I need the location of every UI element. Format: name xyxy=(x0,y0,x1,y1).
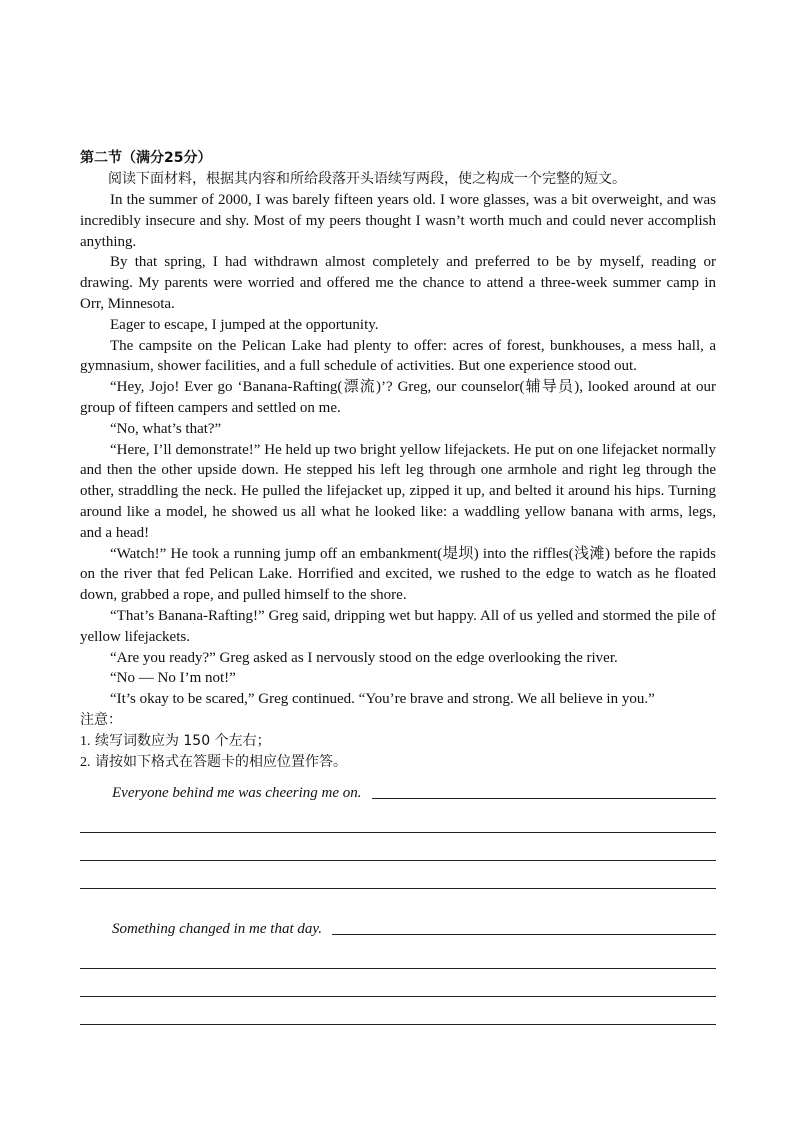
passage-paragraph: “It’s okay to be scared,” Greg continued. “You’re brave and strong. We all believe in you.” xyxy=(110,691,655,708)
answer-line[interactable] xyxy=(80,861,716,889)
answer-line[interactable] xyxy=(80,997,716,1025)
passage-paragraph: “No — No I’m not!” xyxy=(110,670,236,687)
passage-paragraph: Eager to escape, I jumped at the opportunity. xyxy=(110,316,379,333)
answer-line[interactable] xyxy=(80,833,716,861)
note-number: 2. xyxy=(80,754,91,770)
passage-paragraph: In the summer of 2000, I was barely fifteen years old. I wore glasses, was a bit overweight, and was incredibly insecure and shy. Most of my peers thought I wasn’t worth much and could never accomplish anything. xyxy=(80,192,716,250)
notes-section xyxy=(80,710,716,773)
prompt-line xyxy=(80,913,716,941)
answer-section-2 xyxy=(80,913,716,1025)
note-text: 请按如下格式在答题卡的相应位置作答。 xyxy=(94,753,347,770)
passage-paragraph: By that spring, I had withdrawn almost completely and preferred to be by myself, reading or drawing. My parents were worried and offered me the chance to attend a three-week summer camp in Orr, Minnesota. xyxy=(80,254,716,312)
prompt-text: Everyone behind me was cheering me on. xyxy=(112,784,362,801)
instruction-text: 阅读下面材料，根据其内容和所给段落开头语续写两段，使之构成一个完整的短文。 xyxy=(108,171,626,187)
passage-paragraph: “Watch!” He took a running jump off an embankment(堤坝) into the riffles(浅滩) before the rapids on the river that fed Pelican Lake. Horrified and excited, we rushed to the edge to watch as he floated down, grabbed a rope, and pulled himself to the shore. xyxy=(80,545,716,604)
note-item xyxy=(80,731,716,752)
section-heading: 第二节（满分25分） xyxy=(80,150,212,166)
answer-line[interactable] xyxy=(332,934,716,935)
answer-line[interactable] xyxy=(80,941,716,969)
notes-title: 注意： xyxy=(80,711,122,728)
note-text: 续写词数应为 150 个左右； xyxy=(94,732,271,749)
passage-paragraph: “Hey, Jojo! Ever go ‘Banana-Rafting(漂流)’? Greg, our counselor(辅导员), looked around at our group of fifteen campers and settled on me. xyxy=(80,379,716,416)
prompt-text: Something changed in me that day. xyxy=(112,920,322,937)
note-number: 1. xyxy=(80,733,91,749)
passage-paragraph: “That’s Banana-Rafting!” Greg said, dripping wet but happy. All of us yelled and stormed the pile of yellow lifejackets. xyxy=(80,607,716,645)
answer-line[interactable] xyxy=(80,805,716,833)
exam-page xyxy=(80,148,716,1025)
passage-paragraph: The campsite on the Pelican Lake had plenty to offer: acres of forest, bunkhouses, a mess hall, a gymnasium, shower facilities, and a full schedule of activities. But one experience stood out. xyxy=(80,337,716,375)
passage-paragraph: “Are you ready?” Greg asked as I nervously stood on the edge overlooking the river. xyxy=(110,649,618,666)
note-item xyxy=(80,752,716,773)
prompt-line xyxy=(80,777,716,805)
reading-passage xyxy=(80,190,716,710)
answer-line[interactable] xyxy=(80,969,716,997)
passage-paragraph: “Here, I’ll demonstrate!” He held up two bright yellow lifejackets. He put on one lifejacket normally and then the other upside down. He stepped his left leg through one armhole and right leg through the other, straddling the neck. He pulled the lifejacket up, zipped it up, and belted it around his hips. Turning around like a model, he showed us all what he looked like: a waddling yellow banana with arms, legs, and a head! xyxy=(80,441,716,541)
passage-paragraph: “No, what’s that?” xyxy=(110,420,222,437)
answer-section-1 xyxy=(80,777,716,889)
answer-line[interactable] xyxy=(372,798,716,799)
section-gap xyxy=(80,889,716,909)
